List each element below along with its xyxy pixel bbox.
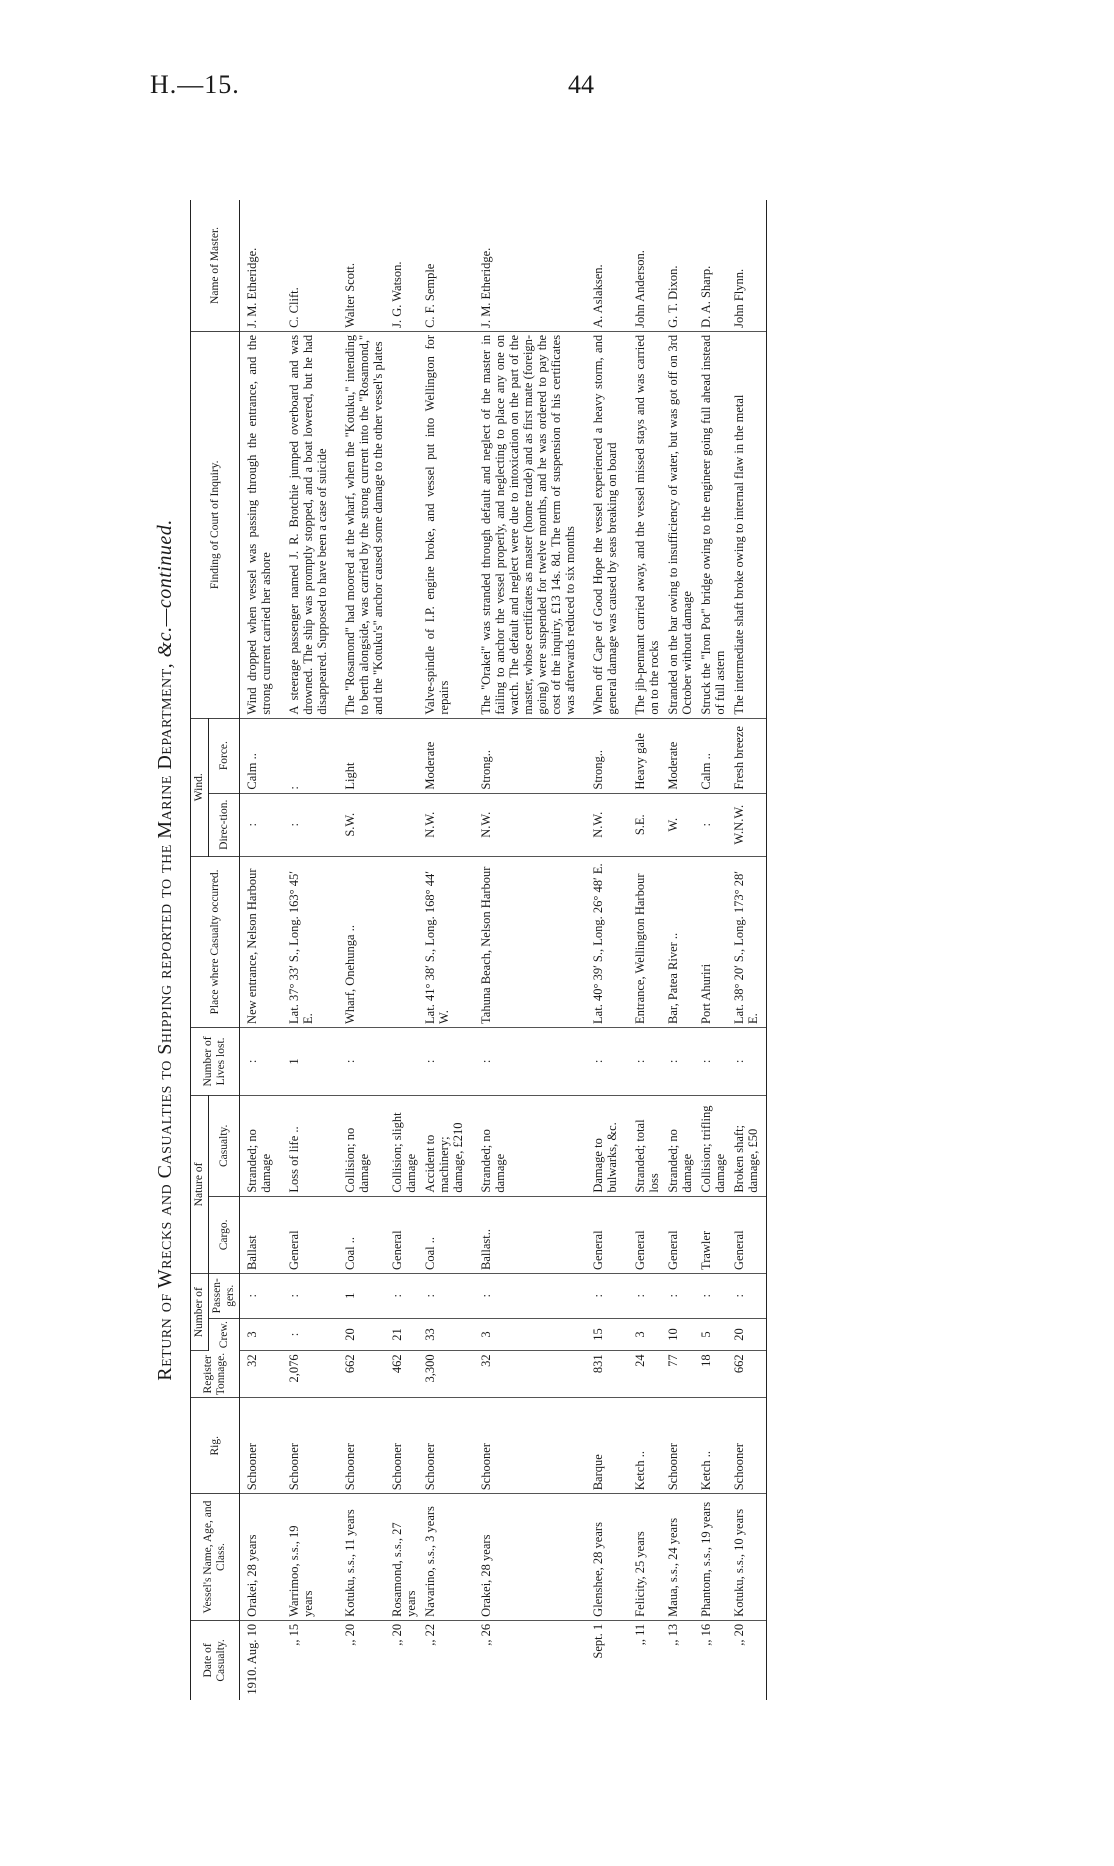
master-cell: John Anderson. [619,200,661,331]
finding-cell: The intermediate shaft broke owing to internal flaw in the metal [727,331,767,718]
tonnage-cell: 2,076 [273,1351,329,1398]
rotated-table-sheet [142,200,992,1700]
cargo-cell: Coal .. [329,1196,385,1273]
tonnage-cell: 18 [694,1351,727,1398]
passengers-cell: : [577,1274,619,1319]
header-finding: Finding of Court of Inquiry. [191,331,240,718]
header-cargo: Cargo. [209,1196,240,1273]
casualty-cell: Accident to machinery; damage, £210 [418,1095,465,1196]
lives-lost-cell: : [577,1027,619,1095]
date-cell: ,, 20 [727,1620,767,1700]
passengers-cell: : [385,1274,418,1319]
finding-cell: A steerage passenger named J. R. Brotchie jumped overboard and was drowned. The ship was promptly stopped, and a boat lowered, but he had disappeared. Supposed to have been a case of suicide [273,331,329,718]
crew-cell: 3 [240,1318,274,1351]
place-cell: Entrance, Wellington Harbour [619,856,661,1027]
casualty-cell: Collision; no damage [329,1095,385,1196]
crew-cell: 33 [418,1318,465,1351]
vessel-cell: Felicity, 25 years [619,1494,661,1621]
table-row [465,200,577,1700]
wind-direction-cell: : [273,793,329,856]
header-vessel: Vessel's Name, Age, and Class. [191,1494,240,1621]
date-cell: ,, 13 [666,1623,680,1646]
wind-direction-cell: N.W. [577,793,619,856]
crew-cell: 3 [619,1318,661,1351]
wind-direction-cell: W.N.W. [727,793,767,856]
wind-force-cell: Strong.. [465,718,577,793]
master-cell: G. T. Dixon. [661,200,694,331]
master-cell: J. M. Etheridge. [465,200,577,331]
table-row [619,200,661,1700]
lives-lost-cell: : [329,1027,385,1095]
page-reference: H.—15. [150,70,240,99]
crew-cell: 3 [465,1318,577,1351]
passengers-cell: : [727,1274,767,1319]
casualty-cell: Collision; trifling damage [694,1095,727,1196]
passengers-cell: : [694,1274,727,1319]
vessel-cell: Orakei, 28 years [465,1494,577,1621]
table-row [240,200,274,1700]
lives-lost-cell: : [727,1027,767,1095]
finding-cell [385,331,418,718]
cargo-cell: General [385,1196,418,1273]
casualty-cell: Broken shaft; damage, £50 [727,1095,767,1196]
rig-cell: Barque [577,1398,619,1494]
wind-direction-cell: N.W. [418,793,465,856]
wind-direction-cell [385,793,418,856]
rig-cell: Schooner [240,1398,274,1494]
finding-cell: The jib-pennant carried away, and the vessel missed stays and was carried on to the rocks [619,331,661,718]
casualty-cell: Stranded; no damage [465,1095,577,1196]
wind-force-cell: Strong.. [577,718,619,793]
wind-force-cell [385,718,418,793]
tonnage-cell: 831 [577,1351,619,1398]
place-cell: Lat. 38° 20′ S., Long. 173° 28′ E. [727,856,767,1027]
place-cell: Lat. 40° 39′ S., Long. 26° 48′ E. [577,856,619,1027]
rig-cell: Schooner [273,1398,329,1494]
crew-cell: 20 [727,1318,767,1351]
header-tonnage: Register Tonnage. [191,1351,240,1398]
vessel-cell: Warrimoo, s.s., 19 years [273,1494,329,1621]
finding-cell: The "Orakei" was stranded through default and neglect of the master in failing to anchor the vessel properly, and neglecting to place any one on watch. The default and neglect were due to intoxication on the part of the master, whose certificates as master (home trade) and as first mate (foreign-going) were suspended for twelve months, and he was ordered to pay the cost of the inquiry, £13 14s. 8d. The term of suspension of his certificates was afterwards reduced to six months [465,331,577,718]
rig-cell: Schooner [385,1398,418,1494]
wind-direction-cell: W. [661,793,694,856]
master-cell: Walter Scott. [329,200,385,331]
crew-cell: 20 [329,1318,385,1351]
casualty-cell: Damage to bulwarks, &c. [577,1095,619,1196]
passengers-cell: 1 [329,1274,385,1319]
header-force: Force. [209,718,240,793]
place-cell: New entrance, Nelson Harbour [240,856,274,1027]
master-cell: John Flynn. [727,200,767,331]
tonnage-cell: 662 [727,1351,767,1398]
master-cell: J. G. Watson. [385,200,418,331]
header-number-of: Number of [191,1274,209,1351]
wind-force-cell: Calm .. [694,718,727,793]
wind-direction-cell: : [694,793,727,856]
date-cell: ,, 20 [343,1623,357,1646]
casualty-cell: Stranded; no damage [661,1095,694,1196]
casualty-cell: Stranded; total loss [619,1095,661,1196]
rig-cell: Schooner [329,1398,385,1494]
tonnage-cell: 3,300 [418,1351,465,1398]
table-title [142,200,188,1700]
finding-cell: Struck the "Iron Pot" bridge owing to the engineer going full ahead instead of full astern [694,331,727,718]
date-cell: ,, 20 [390,1623,404,1646]
casualty-cell: Collision; slight damage [385,1095,418,1196]
date-cell: ,, 15 [287,1623,301,1646]
wind-direction-cell: : [240,793,274,856]
rig-cell: Schooner [727,1398,767,1494]
header-lives-lost: Number of Lives lost. [191,1027,240,1095]
passengers-cell: : [661,1274,694,1319]
vessel-cell: Rosamond, s.s., 27 years [385,1494,418,1621]
casualty-cell: Loss of life .. [273,1095,329,1196]
date-cell: ,, 22 [423,1623,437,1646]
master-cell: C. Clift. [273,200,329,331]
wind-force-cell: Light [329,718,385,793]
wind-direction-cell: S.E. [619,793,661,856]
place-cell: Bar, Patea River .. [661,856,694,1027]
rig-cell: Ketch .. [619,1398,661,1494]
tonnage-cell: 32 [465,1351,577,1398]
finding-cell: Wind dropped when vessel was passing through the entrance, and the strong current carried her ashore [240,331,274,718]
cargo-cell: General [661,1196,694,1273]
crew-cell: : [273,1318,329,1351]
date-cell: ,, 11 [633,1623,647,1646]
table-row [385,200,418,1700]
place-cell: Tahuna Beach, Nelson Harbour [465,856,577,1027]
tonnage-cell: 662 [329,1351,385,1398]
cargo-cell: Trawler [694,1196,727,1273]
wind-force-cell: Calm .. [240,718,274,793]
passengers-cell: : [240,1274,274,1319]
date-cell: 1910. Aug. 10 [245,1623,259,1695]
table-row [329,200,385,1700]
lives-lost-cell: : [418,1027,465,1095]
vessel-cell: Navarino, s.s., 3 years [418,1494,465,1621]
table-row [727,200,767,1700]
date-cell: ,, 16 [699,1623,713,1646]
header-direction: Direc-tion. [209,793,240,856]
title-part-1: Return of Wrecks and Casualties to Shipping reported to the [154,838,176,1381]
place-cell [385,856,418,1027]
lives-lost-cell: : [465,1027,577,1095]
header-master: Name of Master. [191,200,240,331]
lives-lost-cell: 1 [273,1027,329,1095]
lives-lost-cell: : [661,1027,694,1095]
date-cell: ,, 26 [479,1623,493,1646]
crew-cell: 21 [385,1318,418,1351]
header-date: Date of Casualty. [191,1620,240,1700]
wind-force-cell: Fresh breeze [727,718,767,793]
finding-cell: Valve-spindle of I.P. engine broke, and vessel put into Wellington for repairs [418,331,465,718]
finding-cell: When off Cape of Good Hope the vessel experienced a heavy storm, and general damage was caused by seas breaking on board [577,331,619,718]
cargo-cell: Ballast [240,1196,274,1273]
header-rig: Rig. [191,1398,240,1494]
rig-cell: Schooner [661,1398,694,1494]
date-cell: Sept. 1 [591,1623,605,1659]
header-casualty: Casualty. [209,1095,240,1196]
lives-lost-cell: : [694,1027,727,1095]
wind-force-cell: : [273,718,329,793]
lives-lost-cell [385,1027,418,1095]
header-place: Place where Casualty occurred. [191,856,240,1027]
table-row [661,200,694,1700]
finding-cell: Stranded on the bar owing to insufficiency of water, but was got off on 3rd October without damage [661,331,694,718]
tonnage-cell: 77 [661,1351,694,1398]
vessel-cell: Maua, s.s., 24 years [661,1494,694,1621]
passengers-cell: : [273,1274,329,1319]
vessel-cell: Kotuku, s.s., 10 years [727,1494,767,1621]
tonnage-cell: 24 [619,1351,661,1398]
rig-cell: Schooner [465,1398,577,1494]
table-row [694,200,727,1700]
header-passengers: Passen-gers. [209,1274,240,1319]
crew-cell: 5 [694,1318,727,1351]
vessel-cell: Glenshee, 28 years [577,1494,619,1621]
vessel-cell: Phantom, s.s., 19 years [694,1494,727,1621]
passengers-cell: : [465,1274,577,1319]
cargo-cell: Ballast.. [465,1196,577,1273]
place-cell: Wharf, Onehunga .. [329,856,385,1027]
passengers-cell: : [619,1274,661,1319]
master-cell: D. A. Sharp. [694,200,727,331]
table-row [418,200,465,1700]
finding-cell: The "Rosamond" had moored at the wharf, when the "Kotuku," intending to berth alongside, was carried by the strong current into the "Rosamond," and the "Kotuku's" anchor caused some damage to the other vessel's plates [329,331,385,718]
passengers-cell: : [418,1274,465,1319]
cargo-cell: General [727,1196,767,1273]
wind-direction-cell: S.W. [329,793,385,856]
table-row [577,200,619,1700]
tonnage-cell: 32 [240,1351,274,1398]
table-body [240,200,767,1700]
wind-direction-cell: N.W. [465,793,577,856]
place-cell: Port Ahuriri [694,856,727,1027]
title-part-2: Marine Department [154,668,176,839]
header-nature-of: Nature of [191,1095,209,1273]
cargo-cell: General [619,1196,661,1273]
casualties-table [190,200,767,1700]
tonnage-cell: 462 [385,1351,418,1398]
wind-force-cell: Moderate [661,718,694,793]
vessel-cell: Orakei, 28 years [240,1494,274,1621]
master-cell: A. Aslaksen. [577,200,619,331]
master-cell: J. M. Etheridge. [240,200,274,331]
place-cell: Lat. 41° 38′ S., Long. 168° 44′ W. [418,856,465,1027]
wind-force-cell: Heavy gale [619,718,661,793]
cargo-cell: General [577,1196,619,1273]
rig-cell: Schooner [418,1398,465,1494]
header-crew: Crew. [209,1318,240,1351]
master-cell: C. F. Semple [418,200,465,331]
crew-cell: 15 [577,1318,619,1351]
vessel-cell: Kotuku, s.s., 11 years [329,1494,385,1621]
wind-force-cell: Moderate [418,718,465,793]
page-number: 44 [568,70,594,99]
casualty-cell: Stranded; no damage [240,1095,274,1196]
header-wind: Wind. [191,718,209,856]
cargo-cell: General [273,1196,329,1273]
title-part-3: , &c.—continued. [154,519,176,669]
cargo-cell: Coal .. [418,1196,465,1273]
lives-lost-cell: : [619,1027,661,1095]
table-row [273,200,329,1700]
crew-cell: 10 [661,1318,694,1351]
rig-cell: Ketch .. [694,1398,727,1494]
place-cell: Lat. 37° 33′ S., Long. 163° 45′ E. [273,856,329,1027]
lives-lost-cell: : [240,1027,274,1095]
